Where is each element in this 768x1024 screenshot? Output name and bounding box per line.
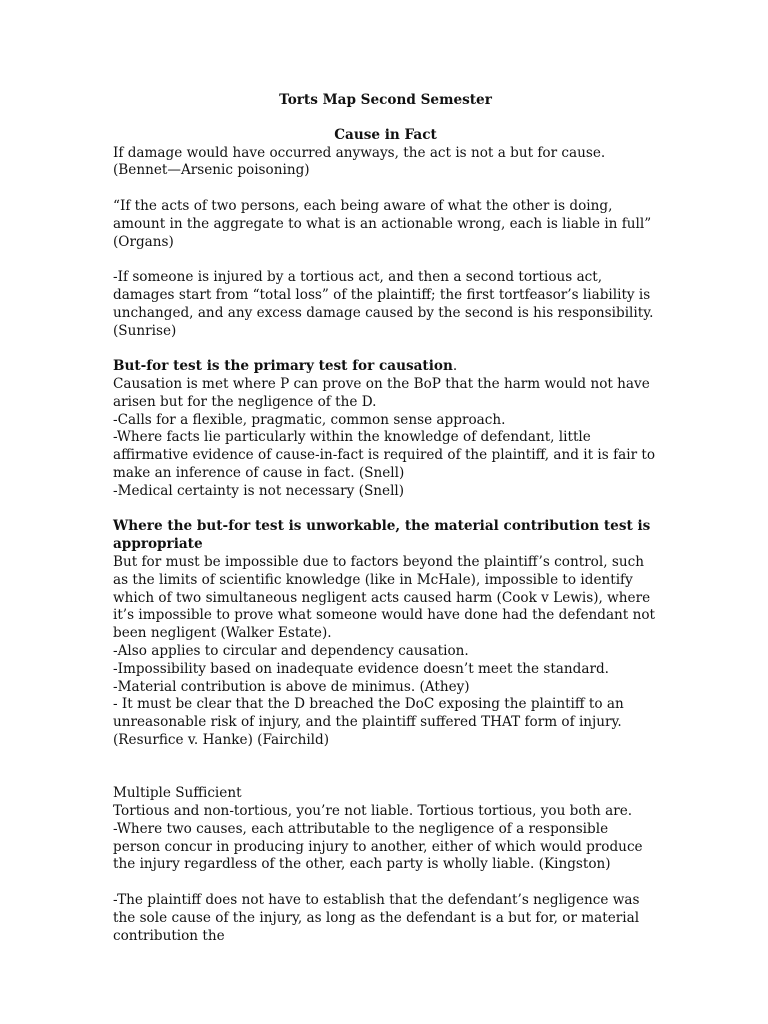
spacer — [113, 874, 658, 892]
section-title-cause-in-fact: Cause in Fact — [334, 126, 437, 143]
intro-paragraph-bennet: If damage would have occurred anyways, the act is not a but for cause. (Bennet—Arsenic poisoning) — [113, 144, 606, 179]
but-for-line-flexible: -Calls for a flexible, pragmatic, common sense approach. — [113, 411, 506, 428]
spacer — [113, 750, 658, 786]
material-contribution-line-inadequate-evidence: -Impossibility based on inadequate evidence doesn’t meet the standard. — [113, 660, 609, 677]
but-for-line-bop: Causation is met where P can prove on the BoP that the harm would not have arisen but for the negligence of the D. — [113, 375, 650, 410]
but-for-line-snell-inference: -Where facts lie particularly within the knowledge of defendant, little affirmative evidence of cause-in-fact is required of the plaintiff, and it is fair to make an inference of cause in fact. (Snell) — [113, 429, 656, 481]
multiple-sufficient-line-kingston: -Where two causes, each attributable to the negligence of a responsible person concur in producing injury to another, either of which would produce the injury regardless of the other, each party is wholly liable. (Kingston) — [113, 820, 643, 873]
material-contribution-heading: Where the but-for test is unworkable, the material contribution test is appropriate — [113, 518, 651, 553]
multiple-sufficient-line-sole-cause: -The plaintiff does not have to establish that the defendant’s negligence was the sole cause of the injury, as long as the defendant is a but for, or material contribution the — [113, 892, 640, 944]
intro-paragraph-organs: “If the acts of two persons, each being aware of what the other is doing, amount in the aggregate to what is an actionable wrong, each is liable in full” (Organs) — [113, 197, 652, 250]
spacer — [113, 180, 658, 198]
document-body — [113, 92, 658, 945]
spacer — [113, 340, 658, 358]
multiple-sufficient-line-tortious: Tortious and non-tortious, you’re not liable. Tortious tortious, you both are. — [113, 803, 633, 820]
spacer — [113, 501, 658, 519]
material-contribution-line-impossible: But for must be impossible due to factors beyond the plaintiff’s control, such as the limits of scientific knowledge (like in McHale), impossible to identify which of two simultaneous negligent acts caused harm (Cook v Lewis), where it’s impossible to prove what someone would have done had the defendant not been negligent (Walker Estate). — [113, 553, 655, 642]
but-for-heading-line — [113, 358, 658, 376]
but-for-heading-period: . — [452, 358, 458, 375]
spacer — [113, 251, 658, 269]
intro-paragraph-sunrise: -If someone is injured by a tortious act, and then a second tortious act, damages start from “total loss” of the plaintiff; the first tortfeasor’s liability is unchanged, and any excess damage caused by the second is his responsibility. (Sunrise) — [113, 269, 654, 339]
multiple-sufficient-heading: Multiple Sufficient — [113, 785, 242, 802]
material-contribution-line-circular: -Also applies to circular and dependency causation. — [113, 642, 469, 659]
material-contribution-line-resurfice: - It must be clear that the D breached the DoC exposing the plaintiff to an unreasonable risk of injury, and the plaintiff suffered THAT form of injury. (Resurfice v. Hanke) (Fairchild) — [113, 696, 624, 748]
material-contribution-line-de-minimus: -Material contribution is above de minimus. (Athey) — [113, 678, 470, 695]
but-for-heading: But-for test is the primary test for causation — [113, 358, 453, 375]
document-title: Torts Map Second Semester — [279, 92, 492, 108]
but-for-line-medical-certainty: -Medical certainty is not necessary (Snell) — [113, 482, 405, 499]
